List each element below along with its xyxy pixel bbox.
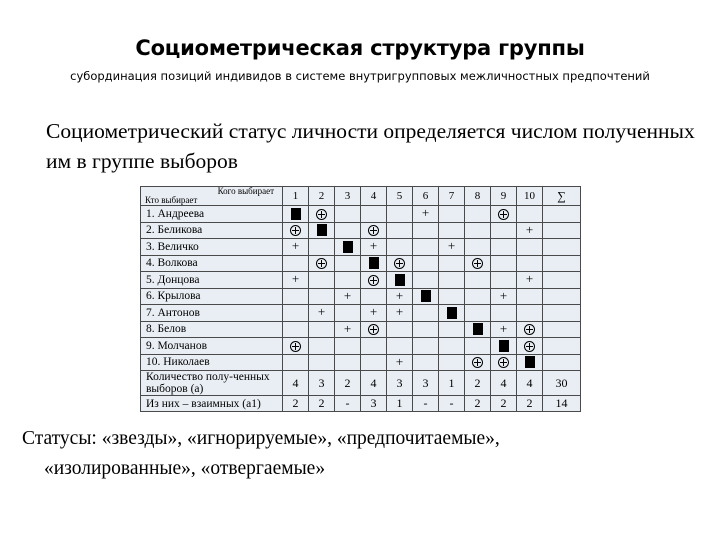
table-row [141,338,581,355]
column-header: 1 [283,187,309,206]
matrix-cell [309,239,335,256]
mutual-cell: 2 [465,396,491,412]
matrix-cell [335,206,361,223]
matrix-cell [491,338,517,355]
matrix-cell [361,255,387,272]
matrix-cell [387,354,413,371]
sum-cell [543,272,581,289]
circled-plus-icon [290,225,301,236]
matrix-cell [387,305,413,322]
matrix-cell [491,354,517,371]
matrix-cell [387,321,413,338]
circled-plus-icon [368,324,379,335]
matrix-cell [439,255,465,272]
circled-plus-icon [368,275,379,286]
sum-cell [543,206,581,223]
column-header: 10 [517,187,543,206]
circled-plus-icon [498,209,509,220]
matrix-cell [361,338,387,355]
black-square-icon [499,340,509,352]
totals-row [141,371,581,396]
person-name: 1. Андреева [141,206,283,223]
matrix-cell [335,338,361,355]
person-name: 9. Молчанов [141,338,283,355]
totals-cell: 1 [439,371,465,396]
sum-cell [543,222,581,239]
matrix-cell [439,338,465,355]
matrix-cell [517,239,543,256]
totals-cell: 2 [335,371,361,396]
table-row [141,222,581,239]
sum-cell [543,338,581,355]
plus-icon: + [395,304,404,320]
matrix-cell [413,239,439,256]
matrix-cell [361,222,387,239]
matrix-cell [283,338,309,355]
person-name: 3. Величко [141,239,283,256]
matrix-cell [387,272,413,289]
matrix-cell [517,206,543,223]
matrix-cell [335,239,361,256]
black-square-icon [447,307,457,319]
totals-cell: 4 [283,371,309,396]
matrix-cell [413,206,439,223]
mutual-sum-cell: 14 [543,396,581,412]
mutual-cell: 2 [283,396,309,412]
matrix-cell [335,305,361,322]
mutual-row [141,396,581,412]
matrix-cell [335,255,361,272]
matrix-cell [361,305,387,322]
matrix-cell [491,305,517,322]
matrix-body [141,206,581,371]
mutual-cell: - [439,396,465,412]
matrix-cell [283,222,309,239]
circled-plus-icon [524,324,535,335]
matrix-cell [439,321,465,338]
plus-icon: + [447,238,456,254]
matrix-cell [283,239,309,256]
matrix-cell [413,272,439,289]
table-row [141,288,581,305]
matrix-cell [465,239,491,256]
table-row [141,272,581,289]
sum-cell [543,255,581,272]
person-name: 5. Донцова [141,272,283,289]
matrix-cell [283,354,309,371]
circled-plus-icon [524,341,535,352]
black-square-icon [291,208,301,220]
status-line-2: «изолированные», «отвергаемые» [44,458,326,479]
matrix-cell [413,255,439,272]
plus-icon: + [395,353,404,369]
matrix-cell [283,206,309,223]
matrix-cell [387,255,413,272]
matrix-cell [361,321,387,338]
matrix-cell [361,206,387,223]
matrix-cell [335,321,361,338]
matrix-cell [413,288,439,305]
matrix-cell [517,321,543,338]
matrix-cell [387,338,413,355]
matrix-cell [517,255,543,272]
matrix-cell [283,288,309,305]
matrix-cell [517,288,543,305]
table-row [141,305,581,322]
sociomatrix-table [140,186,581,412]
person-name: 4. Волкова [141,255,283,272]
matrix-cell [439,239,465,256]
column-header: 5 [387,187,413,206]
matrix-cell [439,222,465,239]
matrix-cell [309,272,335,289]
table-row [141,239,581,256]
matrix-cell [309,354,335,371]
black-square-icon [343,241,353,253]
person-name: 7. Антонов [141,305,283,322]
plus-icon: + [317,304,326,320]
table-row [141,321,581,338]
plus-icon: + [421,205,430,221]
matrix-cell [335,354,361,371]
circled-plus-icon [316,258,327,269]
corner-bottom-label: Кто выбирает [145,195,198,205]
matrix-cell [387,239,413,256]
table-row [141,255,581,272]
matrix-cell [439,305,465,322]
totals-label: Количество полу-ченных выборов (а) [141,371,283,396]
matrix-cell [465,206,491,223]
status-line-1: Статусы: «звезды», «игнорируемые», «предпочитаемые», [22,428,500,449]
column-header: 7 [439,187,465,206]
circled-plus-icon [368,225,379,236]
matrix-cell [413,305,439,322]
matrix-cell [335,222,361,239]
matrix-cell [439,354,465,371]
matrix-cell [465,272,491,289]
matrix-cell [309,222,335,239]
plus-icon: + [343,287,352,303]
matrix-cell [387,206,413,223]
matrix-cell [465,222,491,239]
plus-icon: + [525,221,534,237]
matrix-cell [309,338,335,355]
plus-icon: + [343,320,352,336]
matrix-cell [517,272,543,289]
circled-plus-icon [472,357,483,368]
black-square-icon [525,356,535,368]
black-square-icon [317,224,327,236]
sum-cell [543,288,581,305]
sum-cell [543,305,581,322]
column-header: 6 [413,187,439,206]
totals-cell: 3 [309,371,335,396]
matrix-cell [413,321,439,338]
matrix-cell [283,305,309,322]
mutual-label: Из них – взаимных (а1) [141,396,283,412]
totals-cell: 4 [517,371,543,396]
column-header: 2 [309,187,335,206]
matrix-cell [309,206,335,223]
black-square-icon [395,274,405,286]
circled-plus-icon [498,357,509,368]
sum-cell [543,239,581,256]
lead-text: Социометрический статус личности определяется числом полученных им в группе выборов [46,119,695,173]
plus-icon: + [499,320,508,336]
matrix-cell [491,222,517,239]
matrix-cell [517,354,543,371]
totals-cell: 3 [387,371,413,396]
matrix-cell [413,338,439,355]
plus-icon: + [499,287,508,303]
person-name: 2. Беликова [141,222,283,239]
matrix-cell [465,321,491,338]
plus-icon: + [369,304,378,320]
totals-cell: 4 [361,371,387,396]
matrix-cell [491,321,517,338]
table-row [141,354,581,371]
matrix-cell [309,305,335,322]
matrix-cell [413,354,439,371]
black-square-icon [369,257,379,269]
sum-cell [543,321,581,338]
matrix-cell [361,239,387,256]
table-header-row [141,187,581,206]
matrix-cell [335,288,361,305]
slide-subtitle: субординация позиций индивидов в системе внутригрупповых межличностных предпочтений [70,69,650,83]
sum-cell [543,354,581,371]
table-row [141,206,581,223]
matrix-cell [465,288,491,305]
matrix-cell [491,288,517,305]
matrix-cell [465,305,491,322]
matrix-cell [517,305,543,322]
sum-column-header: ∑ [543,187,581,206]
matrix-cell [517,222,543,239]
circled-plus-icon [394,258,405,269]
totals-sum-cell: 30 [543,371,581,396]
matrix-cell [309,321,335,338]
status-text [22,424,702,484]
matrix-cell [465,338,491,355]
totals-cell: 3 [413,371,439,396]
matrix-cell [283,321,309,338]
matrix-cell [283,272,309,289]
matrix-cell [439,272,465,289]
matrix-cell [361,354,387,371]
matrix-cell [439,288,465,305]
plus-icon: + [369,238,378,254]
mutual-cell: - [413,396,439,412]
plus-icon: + [395,287,404,303]
plus-icon: + [291,271,300,287]
column-header: 8 [465,187,491,206]
matrix-cell [491,255,517,272]
person-name: 8. Белов [141,321,283,338]
circled-plus-icon [290,341,301,352]
matrix-cell [387,288,413,305]
matrix-cell [491,206,517,223]
matrix-cell [309,288,335,305]
mutual-cell: 2 [517,396,543,412]
column-header: 4 [361,187,387,206]
matrix-cell [439,206,465,223]
matrix-cell [491,272,517,289]
mutual-cell: 2 [491,396,517,412]
matrix-cell [361,272,387,289]
black-square-icon [421,290,431,302]
corner-top-label: Кого выбирает [217,186,274,196]
matrix-cell [491,239,517,256]
circled-plus-icon [316,209,327,220]
column-header: 9 [491,187,517,206]
matrix-cell [413,222,439,239]
mutual-cell: 2 [309,396,335,412]
column-header: 3 [335,187,361,206]
circled-plus-icon [472,258,483,269]
matrix-cell [309,255,335,272]
matrix-cell [387,222,413,239]
matrix-cell [465,354,491,371]
plus-icon: + [525,271,534,287]
person-name: 10. Николаев [141,354,283,371]
totals-cell: 4 [491,371,517,396]
slide-title: Социометрическая структура группы [135,36,585,60]
mutual-cell: 3 [361,396,387,412]
matrix-cell [465,255,491,272]
matrix-cell [283,255,309,272]
matrix-cell [335,272,361,289]
corner-header [141,187,283,206]
mutual-cell: - [335,396,361,412]
totals-cell: 2 [465,371,491,396]
plus-icon: + [291,238,300,254]
matrix-cell [517,338,543,355]
matrix-cell [361,288,387,305]
mutual-cell: 1 [387,396,413,412]
black-square-icon [473,323,483,335]
person-name: 6. Крылова [141,288,283,305]
